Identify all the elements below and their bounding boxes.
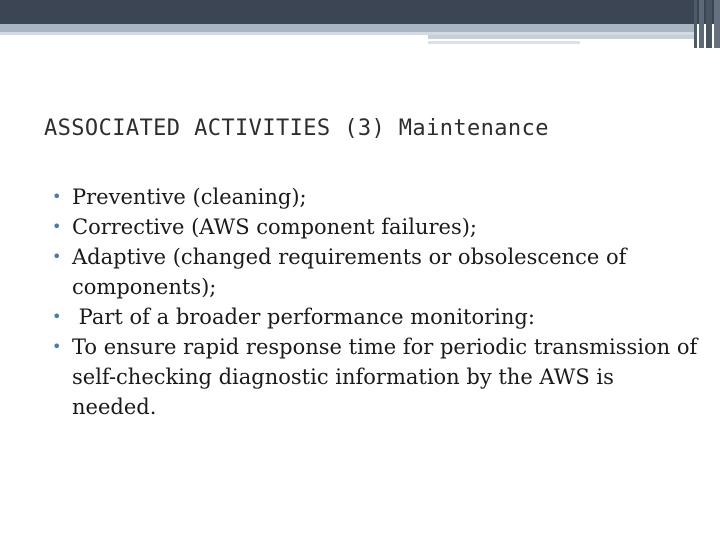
bullet-text: Adaptive (changed requirements or obsolescence of components);: [72, 245, 627, 299]
top-band-light: [0, 24, 694, 32]
bullet-item: [52, 212, 702, 242]
bullet-item: [52, 302, 702, 332]
bullet-icon: •: [52, 187, 62, 206]
bullet-item: [52, 182, 702, 212]
bullet-icon: •: [52, 337, 62, 356]
bullet-text: Preventive (cleaning);: [72, 185, 307, 209]
top-band: [0, 0, 720, 24]
top-band-accent: [428, 35, 694, 39]
bullet-icon: •: [52, 217, 62, 236]
bullet-text: Part of a broader performance monitoring:: [72, 305, 535, 329]
bullet-text: To ensure rapid response time for periodic transmission of self-checking diagnostic information by the AWS is needed.: [72, 335, 698, 419]
corner-stripe: [714, 0, 720, 48]
bullet-item: [52, 332, 702, 422]
bullet-list: [52, 182, 702, 422]
top-band-accent-secondary: [428, 41, 580, 44]
bullet-item: [52, 242, 702, 302]
corner-stripe: [706, 0, 712, 48]
corner-stripe: [694, 0, 697, 48]
corner-stripe: [699, 0, 704, 48]
bullet-icon: •: [52, 307, 62, 326]
bullet-text: Corrective (AWS component failures);: [72, 215, 478, 239]
slide-title: ASSOCIATED ACTIVITIES (3) Maintenance: [44, 116, 549, 141]
bullet-icon: •: [52, 247, 62, 266]
